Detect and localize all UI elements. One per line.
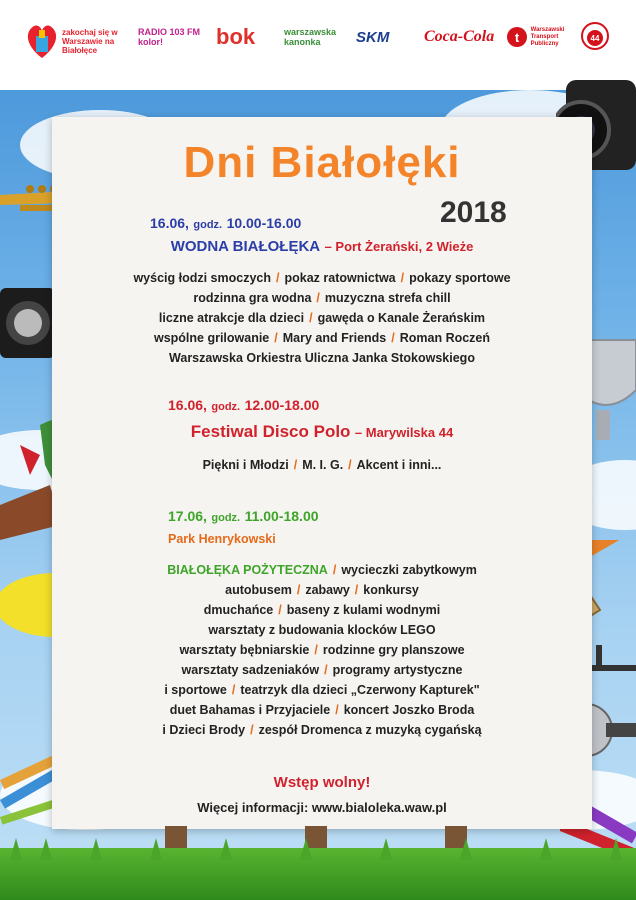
- sponsor-heart-logo-icon: [22, 18, 62, 64]
- program-line: [52, 600, 592, 620]
- program-item: rodzinna gra wodna: [193, 291, 312, 305]
- program-line: [52, 288, 592, 308]
- separator: /: [314, 643, 318, 657]
- free-entry: Wstęp wolny!: [273, 774, 371, 791]
- program-line: [52, 268, 592, 288]
- event2-place: – Marywilska 44: [354, 425, 454, 440]
- program-line: [52, 700, 592, 720]
- program-line: [52, 720, 592, 740]
- program-line: [52, 660, 592, 680]
- event1-godz: godz.: [193, 219, 223, 231]
- event2-time: 12.00-18.00: [244, 397, 320, 413]
- separator: /: [335, 703, 339, 717]
- sponsor-text: RADIO 103 FM kolor!: [138, 27, 201, 47]
- grass-blade: [10, 838, 22, 860]
- separator: /: [293, 458, 298, 472]
- program-item: baseny z kulami wodnymi: [286, 603, 441, 617]
- sponsor-text: Coca-Cola: [424, 28, 495, 45]
- grass: [0, 848, 636, 900]
- program-line: [52, 348, 592, 368]
- event3-time: 11.00-18.00: [244, 508, 319, 524]
- svg-text:44: 44: [590, 34, 600, 43]
- event1-date-day: 16.06,: [150, 215, 189, 231]
- svg-text:t: t: [514, 30, 520, 45]
- separator: /: [309, 311, 313, 325]
- separator: /: [332, 563, 337, 577]
- program-item: pokazy sportowe: [409, 271, 511, 285]
- separator: /: [324, 663, 328, 677]
- program-item: zabawy: [305, 583, 350, 597]
- sponsor-logo: [356, 22, 406, 52]
- grass-blade: [610, 838, 622, 860]
- program-item: Piękni i Młodzi: [202, 458, 289, 472]
- separator: /: [296, 583, 301, 597]
- separator: /: [276, 271, 280, 285]
- program-item: i Dzieci Brody: [162, 723, 246, 737]
- separator: /: [274, 331, 278, 345]
- program-item: zespół Dromenca z muzyką cygańską: [258, 723, 482, 737]
- event-year: 2018: [440, 196, 507, 229]
- sponsor-logo: [22, 16, 122, 66]
- separator: /: [391, 331, 395, 345]
- program-item: wyścig łodzi smoczych: [133, 271, 271, 285]
- grass-blade: [150, 838, 162, 860]
- event1-time: 10.00-16.00: [226, 215, 302, 231]
- program-item: i sportowe: [164, 683, 227, 697]
- program-item: teatrzyk dla dzieci „Czerwony Kapturek": [240, 683, 480, 697]
- event3-date: [168, 508, 319, 526]
- sponsor-logo: [506, 22, 570, 52]
- event3-lines: [52, 560, 592, 740]
- program-item: warsztaty sadzeniaków: [181, 663, 320, 677]
- event1-place: – Port Żerański, 2 Wieże: [324, 239, 474, 254]
- transport-logo-icon: [506, 26, 528, 48]
- easel-legs: [165, 826, 465, 850]
- grass-blade: [40, 838, 52, 860]
- sponsor-logo: [424, 22, 495, 52]
- separator: /: [316, 291, 320, 305]
- program-item: Warszawska Orkiestra Uliczna Janka Stokowskiego: [169, 351, 475, 365]
- program-item: programy artystyczne: [332, 663, 463, 677]
- program-item: koncert Joszko Broda: [343, 703, 475, 717]
- program-item: wycieczki zabytkowym: [341, 563, 477, 577]
- entry-info: [52, 774, 592, 792]
- sponsor-text: SKM: [356, 28, 390, 46]
- sponsor-text: warszawska kanonka: [284, 27, 337, 47]
- program-item: Akcent i inni...: [356, 458, 442, 472]
- program-item: konkursy: [363, 583, 419, 597]
- event2-date-day: 16.06,: [168, 397, 207, 413]
- event3-place-text: Park Henrykowski: [168, 532, 276, 546]
- more-info: [52, 799, 592, 817]
- separator: /: [278, 603, 282, 617]
- program-item: Roman Roczeń: [399, 331, 491, 345]
- sponsor-logo: [580, 18, 610, 54]
- program-line: [52, 620, 592, 640]
- program-item: muzyczna strefa chill: [324, 291, 451, 305]
- sponsor-bar: [0, 0, 636, 90]
- program-item: M. I. G.: [302, 458, 344, 472]
- grass-blade: [220, 838, 232, 860]
- program-line: [52, 640, 592, 660]
- program-highlight: BIAŁOŁĘKA POŻYTECZNA: [167, 563, 328, 577]
- sponsor-logo: [138, 22, 204, 52]
- sponsor-text: Warszawski Transport Publiczny: [530, 26, 565, 47]
- grass-blade: [460, 838, 472, 860]
- program-item: warsztaty bębniarskie: [179, 643, 310, 657]
- sponsor-logo: [284, 22, 344, 52]
- program-item: pokaz ratownictwa: [284, 271, 396, 285]
- event3-godz: godz.: [211, 512, 241, 524]
- marywilska-logo-icon: [580, 21, 610, 51]
- separator: /: [250, 723, 254, 737]
- program-item: warsztaty z budowania klocków LEGO: [208, 623, 436, 637]
- more-info-link[interactable]: Więcej informacji: www.bialoleka.waw.pl: [197, 800, 447, 815]
- program-item: rodzinne gry planszowe: [322, 643, 465, 657]
- event1-date: [150, 215, 301, 233]
- grass-blade: [540, 838, 552, 860]
- program-line: [52, 328, 592, 348]
- program-line: [52, 455, 592, 475]
- separator: /: [354, 583, 359, 597]
- grass-blade: [380, 838, 392, 860]
- program-item: dmuchańce: [203, 603, 274, 617]
- event2-heading: [52, 422, 592, 442]
- program-item: gawęda o Kanale Żerańskim: [317, 311, 486, 325]
- program-item: Mary and Friends: [282, 331, 387, 345]
- event1-lines: [52, 268, 592, 368]
- program-item: liczne atrakcje dla dzieci: [158, 311, 305, 325]
- program-item: autobusem: [225, 583, 292, 597]
- program-line: [52, 680, 592, 700]
- event3-date-day: 17.06,: [168, 508, 207, 524]
- event1-name: WODNA BIAŁOŁĘKA: [170, 238, 321, 255]
- program-item: wspólne grilowanie: [153, 331, 270, 345]
- event1-heading: [52, 238, 592, 256]
- program-item: duet Bahamas i Przyjaciele: [169, 703, 331, 717]
- program-line: [52, 308, 592, 328]
- grass-blade: [300, 838, 312, 860]
- event2-name: Festiwal Disco Polo: [190, 422, 351, 441]
- event3-place: [168, 530, 276, 548]
- separator: /: [348, 458, 352, 472]
- sponsor-logo: [216, 22, 266, 52]
- sponsor-text: bok: [216, 24, 256, 49]
- separator: /: [231, 683, 236, 697]
- program-line: [52, 560, 592, 580]
- event2-lines: [52, 455, 592, 475]
- event2-godz: godz.: [211, 401, 241, 413]
- page-title: Dni Białołęki: [183, 138, 461, 187]
- event2-date: [168, 397, 319, 415]
- grass-blade: [90, 838, 102, 860]
- separator: /: [400, 271, 405, 285]
- sponsor-text: zakochaj się w Warszawie na Białołęce: [62, 27, 118, 55]
- program-line: [52, 580, 592, 600]
